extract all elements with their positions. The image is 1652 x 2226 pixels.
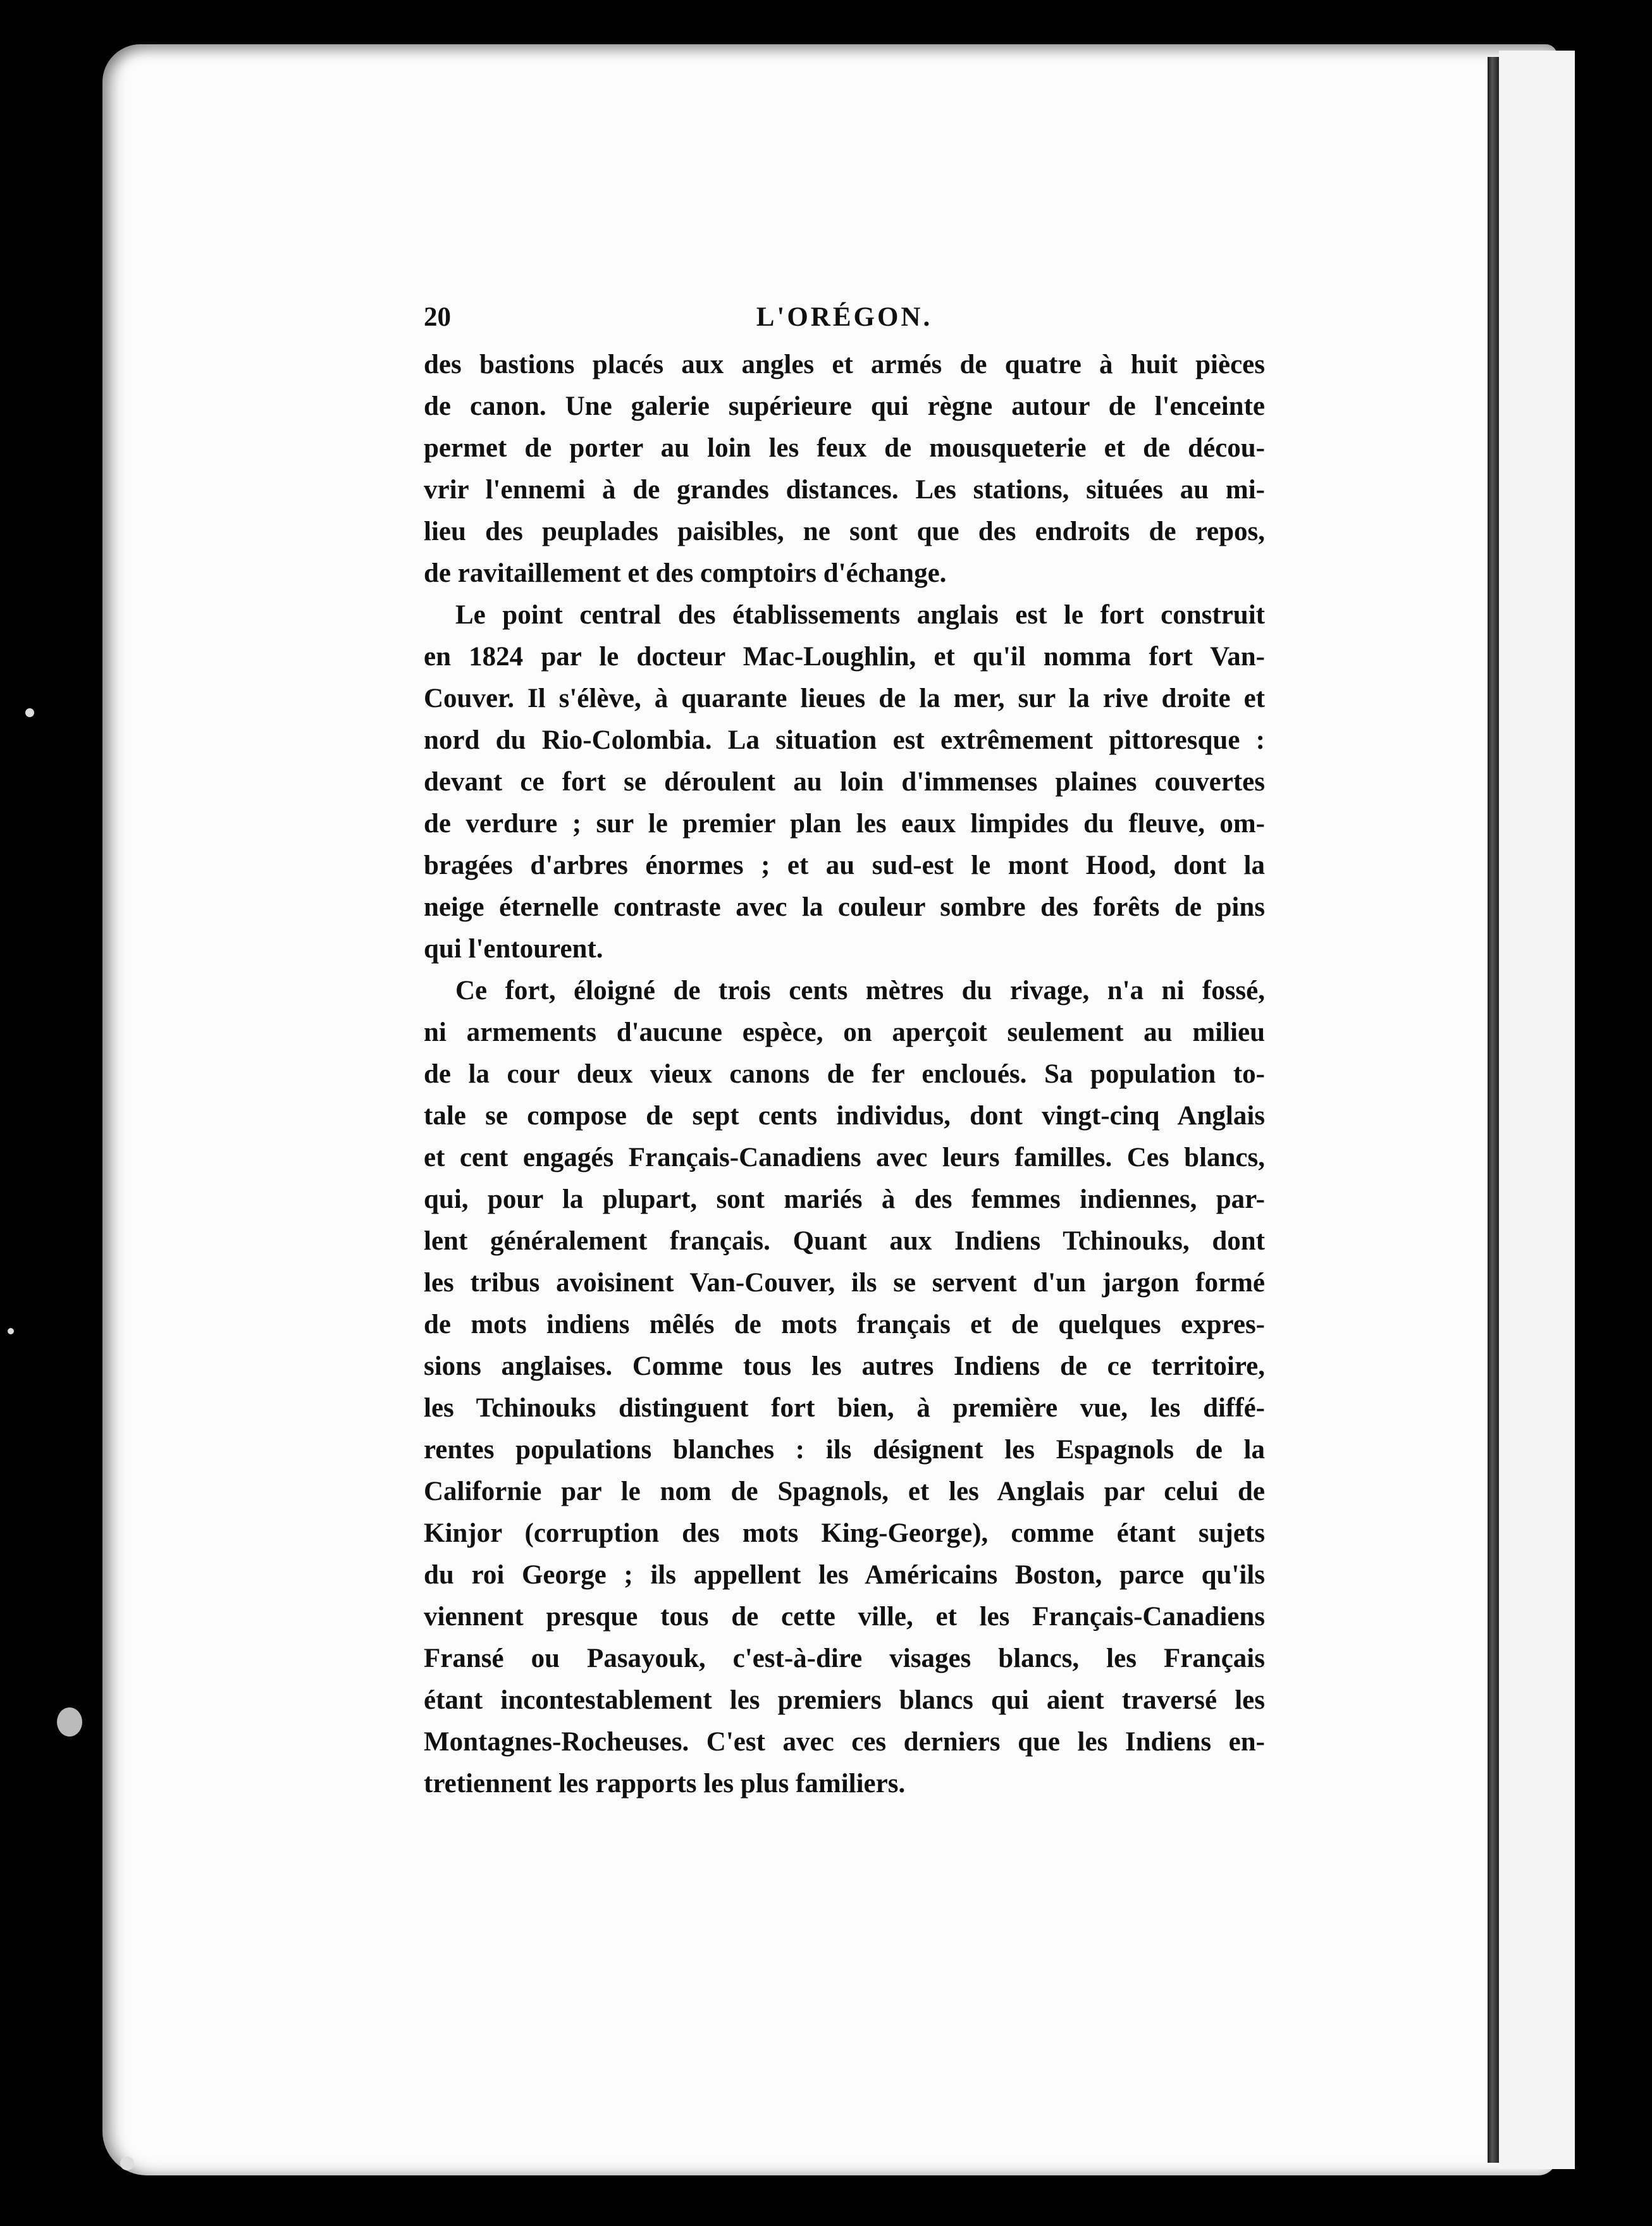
paragraph-1 [424, 344, 1265, 594]
text-line: de verdure ; sur le premier plan les eaux limpides du fleuve, om- [424, 809, 1265, 839]
text-line: de ravitaillement et des comptoirs d'échange. [424, 558, 947, 588]
text-line: tale se compose de sept cents individus, dont vingt-cinq Anglais [424, 1101, 1265, 1131]
scan-speck [8, 1328, 14, 1334]
text-line: ni armements d'aucune espèce, on aperçoit seulement au milieu [424, 1018, 1265, 1047]
text-line: Ce fort, éloigné de trois cents mètres du rivage, n'a ni fossé, [455, 976, 1265, 1005]
text-line: neige éternelle contraste avec la couleur sombre des forêts de pins [424, 892, 1265, 922]
paragraph-2 [424, 594, 1265, 970]
text-line: de canon. Une galerie supérieure qui règne autour de l'enceinte [424, 391, 1265, 421]
text-line: Kinjor (corruption des mots King-George), comme étant sujets [424, 1518, 1265, 1548]
text-line: vrir l'ennemi à de grandes distances. Les stations, situées au mi- [424, 475, 1265, 505]
text-line: rentes populations blanches : ils désignent les Espagnols de la [424, 1435, 1265, 1465]
text-line: tretiennent les rapports les plus familiers. [424, 1769, 906, 1799]
text-line: des bastions placés aux angles et armés de quatre à huit pièces [424, 350, 1265, 379]
text-line: les tribus avoisinent Van-Couver, ils se servent d'un jargon formé [424, 1268, 1265, 1298]
text-line: permet de porter au loin les feux de mousqueterie et de décou- [424, 433, 1265, 463]
text-line: de la cour deux vieux canons de fer encloués. Sa population to- [424, 1059, 1265, 1089]
facing-page-sliver [1499, 51, 1575, 2169]
text-line: devant ce fort se déroulent au loin d'immenses plaines couvertes [424, 767, 1265, 797]
text-line: lieu des peuplades paisibles, ne sont que des endroits de repos, [424, 517, 1265, 546]
text-line: Montagnes-Rocheuses. C'est avec ces derniers que les Indiens en- [424, 1727, 1265, 1757]
text-line: Fransé ou Pasayouk, c'est-à-dire visages blancs, les Français [424, 1644, 1265, 1673]
page-header [424, 291, 1265, 344]
running-title: L'ORÉGON. [756, 302, 933, 332]
text-line: Californie par le nom de Spagnols, et les Anglais par celui de [424, 1477, 1265, 1506]
text-line: lent généralement français. Quant aux Indiens Tchinouks, dont [424, 1226, 1265, 1256]
text-line: bragées d'arbres énormes ; et au sud-est le mont Hood, dont la [424, 851, 1265, 880]
page-gutter-edge [1488, 57, 1499, 2163]
text-line: de mots indiens mêlés de mots français et de quelques expres- [424, 1310, 1265, 1339]
text-line: et cent engagés Français-Canadiens avec leurs familles. Ces blancs, [424, 1143, 1265, 1172]
text-line: qui l'entourent. [424, 934, 603, 964]
text-line: nord du Rio-Colombia. La situation est extrêmement pittoresque : [424, 725, 1265, 755]
page-number: 20 [424, 302, 451, 332]
text-line: viennent presque tous de cette ville, et les Français-Canadiens [424, 1602, 1265, 1632]
text-line: du roi George ; ils appellent les Américains Boston, parce qu'ils [424, 1560, 1265, 1590]
text-line: les Tchinouks distinguent fort bien, à première vue, les diffé- [424, 1393, 1265, 1423]
scan-speck [25, 708, 34, 717]
paragraph-3 [424, 970, 1265, 1805]
text-line: sions anglaises. Comme tous les autres Indiens de ce territoire, [424, 1351, 1265, 1381]
text-line: étant incontestablement les premiers blancs qui aient traversé les [424, 1685, 1265, 1715]
text-line: qui, pour la plupart, sont mariés à des femmes indiennes, par- [424, 1184, 1265, 1214]
scan-speck [57, 1707, 82, 1737]
text-line: Couver. Il s'élève, à quarante lieues de la mer, sur la rive droite et [424, 684, 1265, 713]
text-line: en 1824 par le docteur Mac-Loughlin, et qu'il nomma fort Van- [424, 642, 1265, 672]
text-line: Le point central des établissements anglais est le fort construit [455, 600, 1265, 630]
scan-speck [120, 2156, 134, 2170]
page-text [424, 291, 1265, 1805]
